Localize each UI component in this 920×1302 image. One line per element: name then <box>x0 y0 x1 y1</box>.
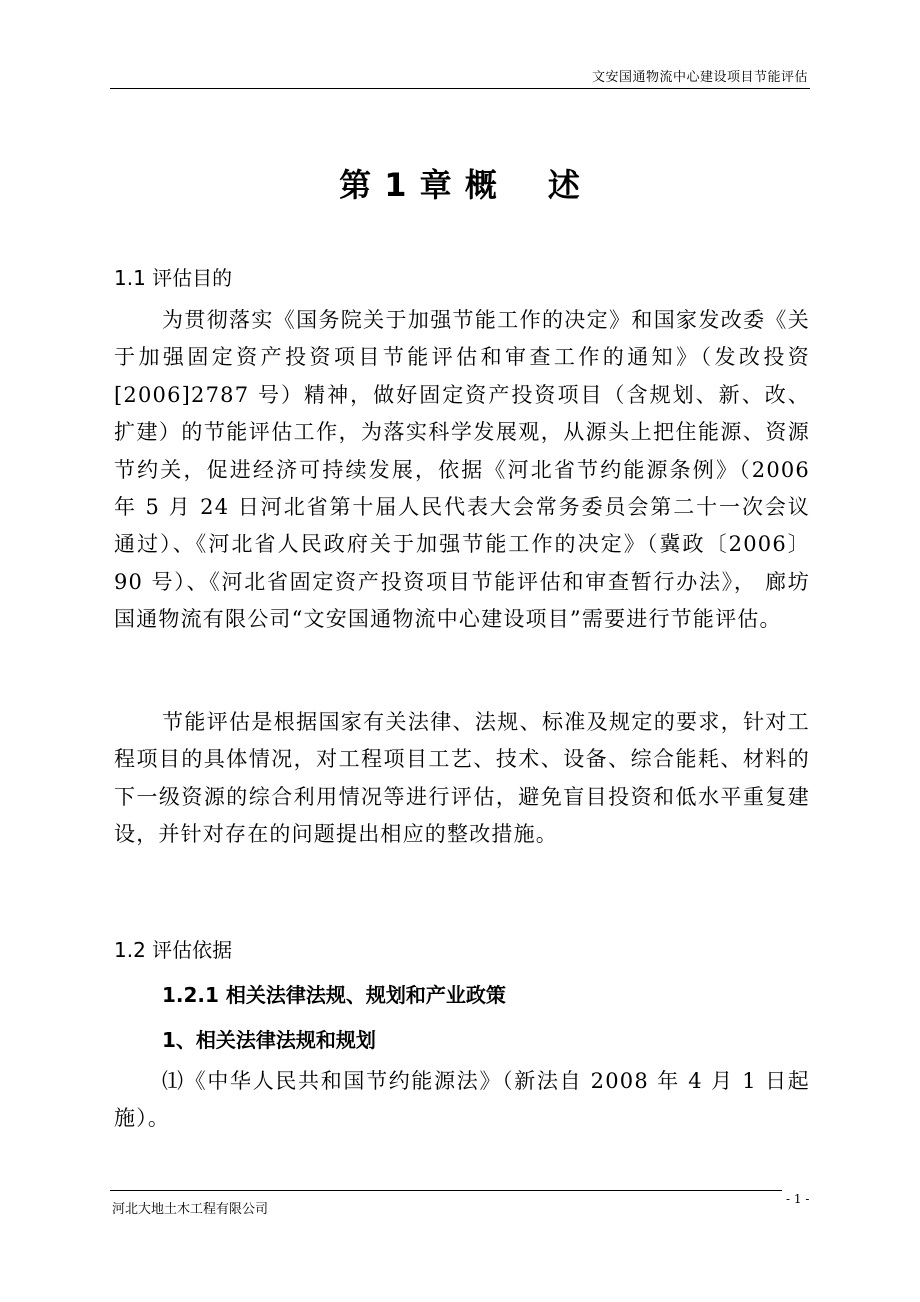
footer-company: 河北大地土木工程有限公司 <box>112 1202 269 1217</box>
body-paragraph-energy-law: ⑴《中华人民共和国节约能源法》（新法自 2008 年 4 月 1 日起施）。 <box>114 1069 810 1131</box>
running-header: 文安国通物流中心建设项目节能评估 <box>591 70 808 85</box>
section-heading-1-2: 1.2 评估依据 <box>114 938 233 962</box>
footer-divider <box>110 1190 782 1191</box>
chapter-title-part1: 概 <box>464 166 498 204</box>
section-heading-1-1: 1.1 评估目的 <box>114 266 233 290</box>
header-divider <box>110 88 810 89</box>
item-heading-laws: 1、相关法律法规和规划 <box>162 1028 376 1052</box>
chapter-title <box>0 160 920 206</box>
page-number: - 1 - <box>786 1192 810 1206</box>
body-paragraph-purpose: 为贯彻落实《国务院关于加强节能工作的决定》和国家发改委《关于加强固定资产投资项目节能评估和审查工作的通知》（发改投资[2006]2787 号）精神，做好固定资产投资项目（含规划、新、改、扩建）的节能评估工作，为落实科学发展观，从源头上把住能源、资源节约关，促进经济可持续发展，依据《河北省节约能源条例》（2006 年 5 月 24 日河北省第十届人民代表大会常务委员会第二十一次会议通过）、《河北省人民政府关于加强节能工作的决定》（冀政〔2006〕90 号）、《河北省固定资产投资项目节能评估和审查暂行办法》， 廊坊国通物流有限公司“文安国通物流中心建设项目”需要进行节能评估。 <box>114 308 810 632</box>
chapter-number: 第 1 章 <box>339 166 453 204</box>
chapter-title-part2: 述 <box>547 166 581 204</box>
subsection-heading-1-2-1: 1.2.1 相关法律法规、规划和产业政策 <box>162 983 506 1007</box>
body-paragraph-evaluation: 节能评估是根据国家有关法律、法规、标准及规定的要求，针对工程项目的具体情况，对工程项目工艺、技术、设备、综合能耗、材料的下一级资源的综合利用情况等进行评估，避免盲目投资和低水平重复建设，并针对存在的问题提出相应的整改措施。 <box>114 710 810 847</box>
